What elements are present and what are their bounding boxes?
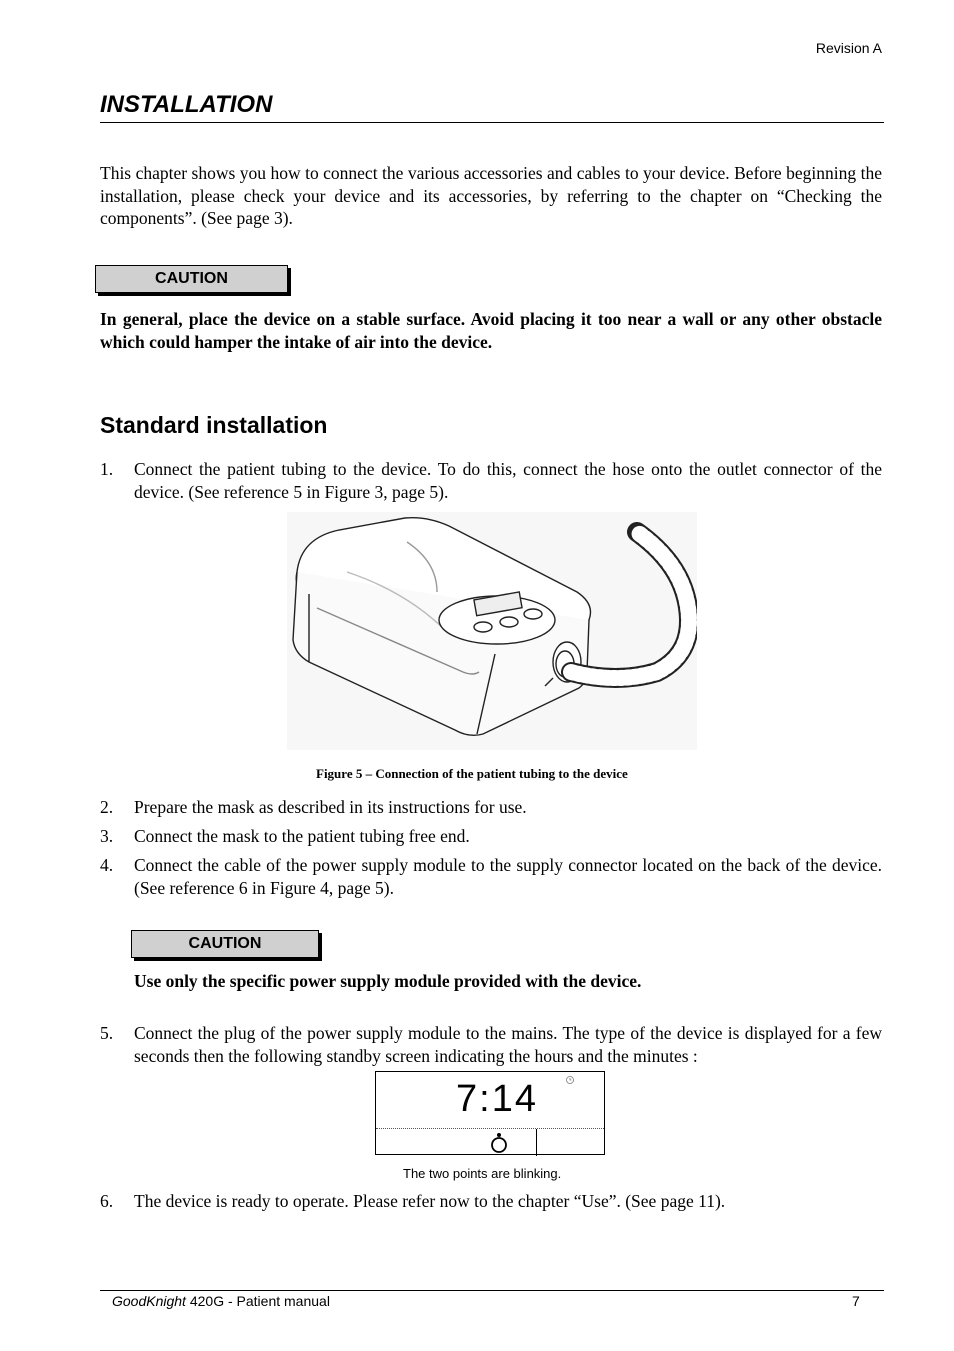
screen-divider (376, 1128, 604, 1129)
footer-manual: 420G - Patient manual (185, 1293, 330, 1309)
step-text: Prepare the mask as described in its instructions for use. (134, 797, 527, 817)
figure-caption: Figure 5 – Connection of the patient tubing to the device (316, 766, 628, 781)
step-number: 6. (100, 1191, 114, 1211)
device-illustration (287, 512, 697, 750)
step-number: 3. (100, 826, 114, 846)
blink-note: The two points are blinking. (403, 1166, 562, 1181)
clock-icon (565, 1075, 575, 1085)
step-text: Connect the mask to the patient tubing free end. (134, 826, 470, 846)
step-text: Connect the plug of the power supply module to the mains. The type of the device is displayed for a few seconds then the following standby screen indicating the hours and the minutes : (134, 1023, 882, 1066)
footer-brand: GoodKnight (112, 1293, 186, 1309)
step-text: The device is ready to operate. Please refer now to the chapter “Use”. (See page 11). (134, 1191, 726, 1211)
step-text: Connect the patient tubing to the device. To do this, connect the hose onto the outlet connector of the device. (See reference 5 in Figure 3, page 5). (134, 459, 882, 502)
step-text: Connect the cable of the power supply module to the supply connector located on the back of the device. (See reference 6 in Figure 4, page 5). (134, 855, 882, 898)
step-number: 2. (100, 797, 114, 817)
standby-screen (375, 1071, 605, 1155)
footer-title (112, 1293, 330, 1309)
footer-rule (100, 1290, 884, 1291)
title-rule (100, 122, 884, 123)
standby-icon (488, 1132, 510, 1154)
step-number: 1. (100, 459, 114, 479)
revision-label: Revision A (815, 40, 882, 56)
caution-box-1: CAUTION (95, 265, 288, 293)
section-heading: Standard installation (100, 412, 328, 438)
caution-text-1: In general, place the device on a stable surface. Avoid placing it too near a wall or any other obstacle which could hamper the intake of air into the device. (100, 309, 882, 352)
screen-vertical-divider (536, 1129, 537, 1156)
intro-paragraph: This chapter shows you how to connect the various accessories and cables to your device. Before beginning the installation, please check your device and its accessories, by referring to the chapter on “Checking the components”. (See page 3). (100, 163, 882, 228)
page-title: INSTALLATION (100, 91, 273, 118)
step-number: 5. (100, 1023, 114, 1043)
page-number: 7 (852, 1293, 860, 1309)
caution-box-2: CAUTION (131, 930, 319, 958)
caution-text-2: Use only the specific power supply module provided with the device. (134, 971, 642, 991)
step-number: 4. (100, 855, 114, 875)
standby-time: 7:14 (456, 1078, 538, 1120)
